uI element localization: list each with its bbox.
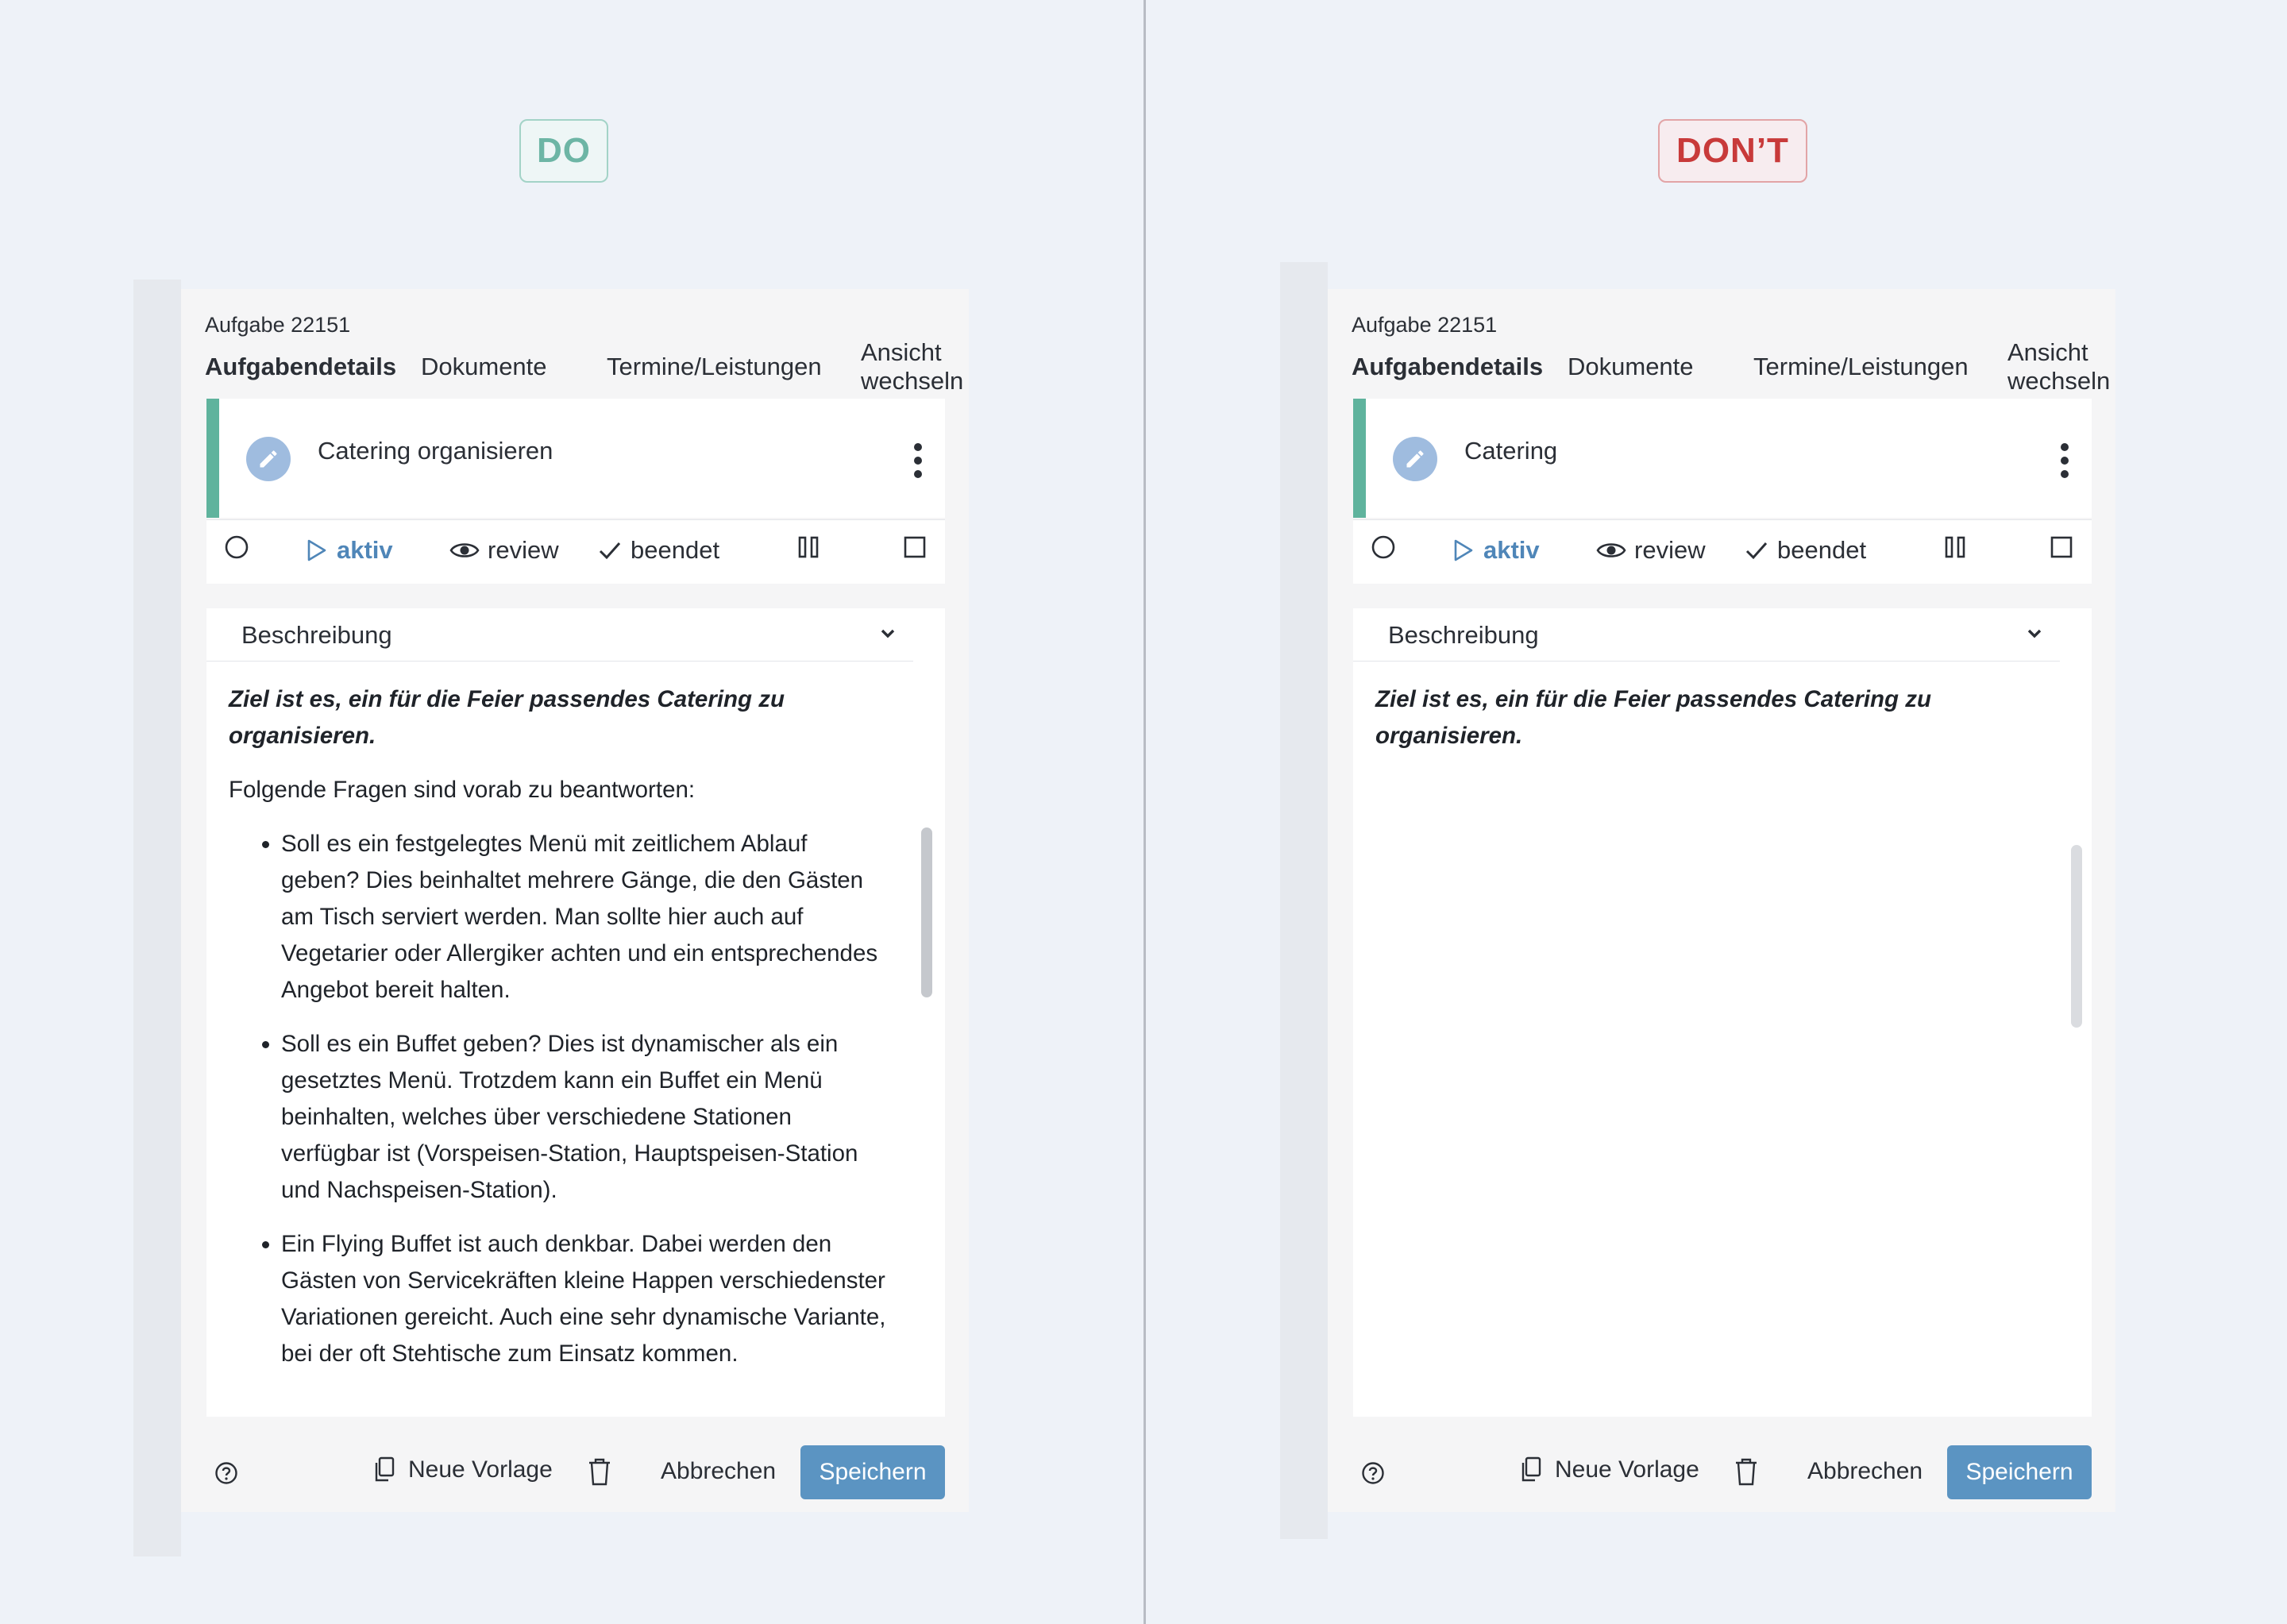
tab-termine-leistungen[interactable]: Termine/Leistungen (1753, 353, 1969, 380)
circle-icon (224, 534, 249, 560)
status-open-button[interactable] (224, 534, 249, 560)
copy-icon (1520, 1456, 1542, 1483)
square-icon (2049, 534, 2074, 560)
description-scrollbar[interactable] (921, 827, 932, 997)
status-aktiv-label: aktiv (1483, 536, 1540, 564)
new-template-button[interactable] (1520, 1456, 1699, 1483)
circle-icon (1371, 534, 1396, 560)
tab-dokumente[interactable]: Dokumente (421, 353, 547, 380)
task-id: Aufgabe 22151 (1352, 313, 1498, 337)
pause-button[interactable] (796, 534, 821, 560)
new-template-label: Neue Vorlage (1555, 1456, 1699, 1483)
save-button[interactable]: Speichern (800, 1445, 945, 1499)
panel-footer (206, 1445, 945, 1501)
cancel-button[interactable]: Abbrechen (1807, 1458, 1923, 1484)
stop-button[interactable] (902, 534, 928, 560)
tab-aufgabendetails[interactable]: Aufgabendetails (1352, 353, 1544, 380)
center-divider (1144, 0, 1146, 1624)
do-badge: DO (519, 119, 608, 183)
tab-ansicht-wechseln[interactable]: Ansicht wechseln (2007, 338, 2111, 395)
new-template-label: Neue Vorlage (408, 1456, 553, 1483)
task-title[interactable]: Catering organisieren (318, 437, 553, 465)
tab-bar (1352, 338, 2111, 399)
description-label: Beschreibung (1388, 621, 1539, 649)
task-title[interactable]: Catering (1464, 437, 1558, 465)
description-goal: Ziel ist es, ein für die Feier passendes Catering zu organisieren. (1375, 686, 1932, 749)
status-aktiv-button[interactable] (303, 534, 393, 566)
pause-icon (1942, 534, 1968, 560)
square-icon (902, 534, 928, 560)
status-beendet-button[interactable] (1744, 534, 1866, 566)
status-bar (1353, 519, 2092, 584)
panel-shadow (1280, 262, 1328, 1539)
more-options-icon[interactable] (908, 443, 928, 478)
status-review-button[interactable] (1596, 534, 1706, 566)
tab-dokumente[interactable]: Dokumente (1568, 353, 1694, 380)
task-panel-do (181, 289, 969, 1512)
dont-badge: DON’T (1658, 119, 1807, 183)
cancel-button[interactable]: Abbrechen (661, 1458, 777, 1484)
status-beendet-button[interactable] (597, 534, 719, 566)
eye-icon (1596, 538, 1626, 563)
status-open-button[interactable] (1371, 534, 1396, 560)
status-accent-bar (206, 399, 219, 518)
description-body (1375, 681, 2034, 754)
status-beendet-label: beendet (631, 536, 720, 564)
stop-button[interactable] (2049, 534, 2074, 560)
pause-button[interactable] (1942, 534, 1968, 560)
description-intro: Folgende Fragen sind vorab zu beantworten: (229, 777, 696, 803)
description-list (229, 826, 888, 1372)
more-options-icon[interactable] (2055, 443, 2074, 478)
description-goal: Ziel ist es, ein für die Feier passendes Catering zu organisieren. (229, 686, 785, 749)
play-icon (303, 538, 329, 563)
description-card (206, 608, 945, 1417)
check-icon (597, 538, 623, 563)
copy-icon (373, 1456, 395, 1483)
list-item: • Soll es ein Buffet geben? Dies ist dynamischer als ein gesetztes Menü. Trotzdem kann ein Buffet ein Menü beinhalten, welches über verschiedene Stationen verfügbar ist (Vorspeisen-Station, Hauptspeisen-Station und Nachspeisen-Station). (281, 1026, 888, 1209)
pencil-icon[interactable] (246, 437, 291, 481)
status-aktiv-label: aktiv (337, 536, 393, 564)
help-icon[interactable] (214, 1461, 238, 1485)
task-header-card (206, 399, 945, 518)
task-header-card (1353, 399, 2092, 518)
task-id: Aufgabe 22151 (205, 313, 351, 337)
chevron-down-icon[interactable] (878, 624, 897, 643)
status-accent-bar (1353, 399, 1366, 518)
description-header[interactable] (206, 608, 913, 662)
description-body (229, 681, 888, 1390)
play-icon (1450, 538, 1475, 563)
save-button[interactable]: Speichern (1947, 1445, 2092, 1499)
tab-bar (205, 338, 964, 399)
list-item: • Ein Flying Buffet ist auch denkbar. Dabei werden den Gästen von Servicekräften kleine Happen verschiedenster Variationen gereicht. Auch eine sehr dynamische Variante, bei der oft Stehtische zum Einsatz kommen. (281, 1226, 888, 1372)
tab-ansicht-wechseln[interactable]: Ansicht wechseln (861, 338, 964, 395)
description-header[interactable] (1353, 608, 2060, 662)
chevron-down-icon[interactable] (2025, 624, 2044, 643)
panel-shadow (133, 280, 181, 1556)
tab-aufgabendetails[interactable]: Aufgabendetails (205, 353, 397, 380)
pencil-icon[interactable] (1393, 437, 1437, 481)
description-scrollbar[interactable] (2071, 845, 2082, 1028)
tab-termine-leistungen[interactable]: Termine/Leistungen (607, 353, 822, 380)
new-template-button[interactable] (373, 1456, 553, 1483)
help-icon[interactable] (1361, 1461, 1385, 1485)
status-review-label: review (488, 536, 559, 564)
panel-footer (1353, 1445, 2092, 1501)
eye-icon (449, 538, 480, 563)
status-bar (206, 519, 945, 584)
description-label: Beschreibung (241, 621, 392, 649)
status-review-label: review (1634, 536, 1706, 564)
task-panel-dont (1328, 289, 2115, 1512)
description-card (1353, 608, 2092, 1417)
check-icon (1744, 538, 1769, 563)
list-item: • Soll es ein festgelegtes Menü mit zeitlichem Ablauf geben? Dies beinhaltet mehrere Gänge, die den Gästen am Tisch serviert werden. Man sollte hier auch auf Vegetarier oder Allergiker achten und ein entsprechendes Angebot bereit halten. (281, 826, 888, 1009)
trash-icon[interactable] (1733, 1456, 1760, 1487)
status-review-button[interactable] (449, 534, 559, 566)
pause-icon (796, 534, 821, 560)
trash-icon[interactable] (586, 1456, 613, 1487)
status-beendet-label: beendet (1777, 536, 1867, 564)
status-aktiv-button[interactable] (1450, 534, 1540, 566)
